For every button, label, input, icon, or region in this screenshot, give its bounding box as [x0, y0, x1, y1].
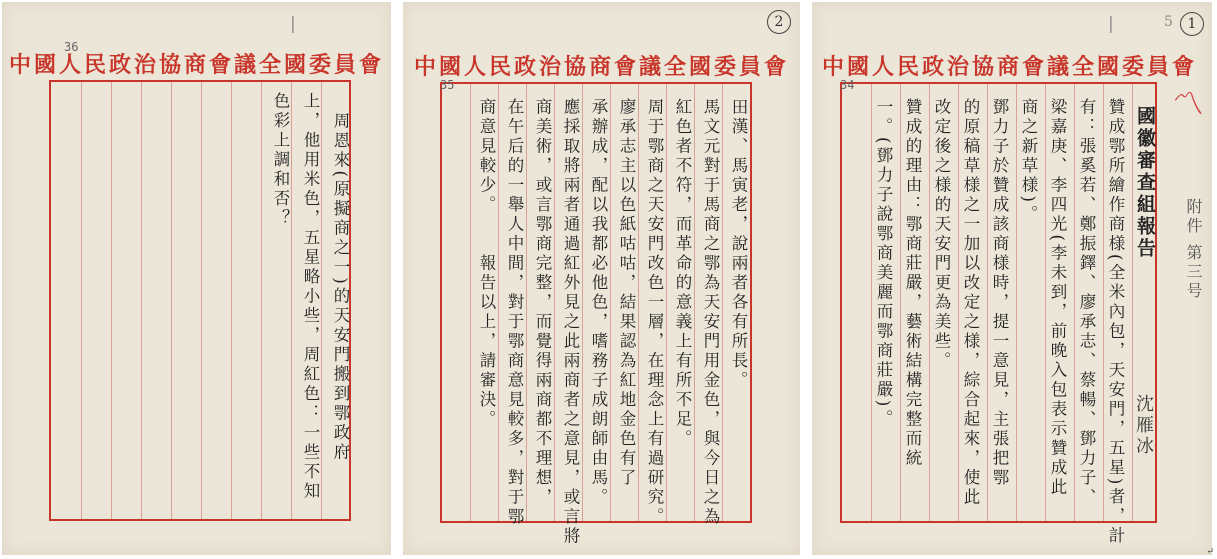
- page-number: 35: [440, 78, 455, 92]
- handwritten-line: 梁嘉庚、李四光(李未到，前晚入包表示贊成此: [1048, 98, 1067, 498]
- pencil-mark: |: [1108, 14, 1114, 34]
- document-page-middle: [403, 2, 800, 555]
- handwritten-line: 商意見較少。: [477, 98, 496, 215]
- margin-note: 附件 第三号: [1184, 198, 1203, 302]
- handwritten-line: 上，他用米色，五星略小些，周紅色：一些不知: [301, 92, 320, 502]
- red-ink-signature-mark: 〽: [1165, 83, 1206, 129]
- handwritten-line: 承辦成，配以我都必他色，嗜務子成朗師由馬。: [589, 98, 608, 508]
- handwritten-line: 贊成的理由：鄂商莊嚴，藝術結構完整而統: [903, 98, 922, 469]
- handwritten-line: 贊成鄂所繪作商様(全米內包，天安門，五星)者，計: [1106, 98, 1125, 546]
- ruled-grid: [840, 78, 1157, 546]
- pencil-mark: |: [290, 14, 296, 34]
- document-page-left: [2, 2, 391, 555]
- handwritten-line: 應採取將兩者通過紅外見之此兩商者之意見，或言將: [561, 98, 580, 547]
- handwritten-line: 廖承志主以色紙咕咕，結果認為紅地金色有了: [617, 98, 636, 488]
- document-page-right: [812, 2, 1212, 555]
- ruled-grid: [440, 78, 752, 547]
- handwritten-line: 鄧力子於贊成該商様時，提一意見，主張把鄂: [990, 98, 1009, 488]
- pencil-page-number: 5: [1164, 14, 1173, 30]
- handwritten-line: 商之新草様)。: [1019, 98, 1038, 225]
- handwritten-line: 有：張奚若、鄭振鐸、廖承志、蔡暢、鄧力子、: [1077, 98, 1096, 508]
- handwritten-line: 田漢、馬寅老，說兩者各有所長。: [729, 98, 748, 391]
- handwritten-line: 馬文元對于馬商之鄂為天安門用金色，與今日之為: [701, 98, 720, 527]
- letterhead-title: 中國人民政治協商會議全國委員會: [413, 54, 789, 80]
- page-number: 34: [840, 78, 855, 92]
- handwritten-line: 紅色者不符，而革命的意義上有所不足。: [673, 98, 692, 449]
- circled-page-number: 1: [1180, 12, 1204, 36]
- report-title: 國徽審查組報告: [1134, 106, 1156, 260]
- handwritten-line: 商美術，或言鄂商完整，而覺得兩商都不理想，: [533, 98, 552, 508]
- ruled-grid: [49, 80, 351, 521]
- page-number: 36: [64, 40, 79, 54]
- handwritten-line: 改定後之様的天安門更為美些。: [932, 98, 951, 371]
- handwritten-line: 周于鄂商之天安門改色一層，在理念上有過研究。: [645, 98, 664, 527]
- handwritten-line: 報告以上，請審決。: [477, 254, 496, 430]
- handwritten-line: 的原稿草様之一加以改定之様，綜合起來，使此: [961, 98, 980, 508]
- circled-page-number: 2: [767, 10, 791, 34]
- footer-mark: ↵: [1206, 547, 1214, 557]
- letterhead-title: 中國人民政治協商會議全國委員會: [8, 52, 384, 78]
- handwritten-line: 色彩上調和否？: [271, 92, 290, 229]
- handwritten-line: 周恩來(原擬商之一)的天安門搬到鄂政府: [331, 112, 350, 463]
- signature: 沈雁冰: [1133, 394, 1154, 457]
- handwritten-line: 在午后的一舉人中間，對于鄂商意見較多，對于鄂: [505, 98, 524, 527]
- letterhead-title: 中國人民政治協商會議全國委員會: [822, 54, 1198, 80]
- handwritten-line: 一。(鄧力子說鄂商美麗而鄂商莊嚴)。: [874, 98, 893, 429]
